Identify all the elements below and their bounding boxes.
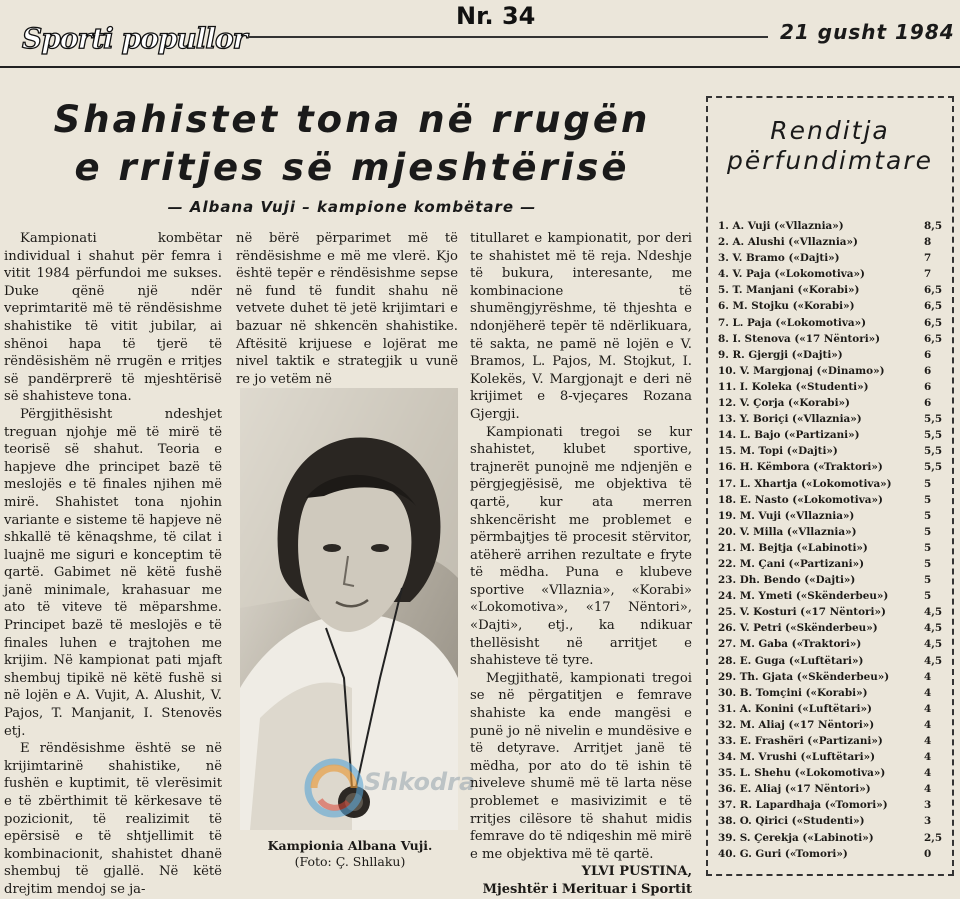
- player-points: 4: [924, 735, 932, 747]
- player-points: 4,5: [924, 638, 943, 651]
- standings-row: [718, 765, 946, 781]
- standings-box: [706, 96, 954, 876]
- player-points: 5: [924, 493, 932, 506]
- player-name: 21. M. Bejtja («Labinoti»): [718, 541, 868, 554]
- author-title: Mjeshtër i Merituar i Sportit: [482, 881, 692, 897]
- player-points: 6,5: [924, 284, 943, 297]
- standings-row: [718, 315, 946, 331]
- player-name: 30. B. Tomçini («Korabi»): [718, 686, 868, 699]
- standings-row: [718, 620, 946, 636]
- player-name: 33. E. Frashëri («Partizani»): [718, 735, 883, 747]
- article-subhead: — Albana Vuji – kampione kombëtare —: [167, 198, 537, 216]
- player-name: 2. A. Alushi («Vllaznia»): [718, 236, 858, 249]
- standings-row: [718, 749, 946, 765]
- standings-row: [718, 540, 946, 556]
- player-name: 23. Dh. Bendo («Dajti»): [718, 574, 856, 587]
- player-name: 28. E. Guga («Luftëtari»): [718, 654, 864, 667]
- standings-row: [718, 427, 946, 443]
- standings-row: [718, 669, 946, 685]
- standings-row: [718, 266, 946, 282]
- player-points: 7: [924, 252, 932, 265]
- player-points: 4,5: [924, 654, 943, 667]
- player-points: 6,5: [924, 300, 943, 313]
- player-points: 6,5: [924, 332, 943, 345]
- standings-row: [718, 685, 946, 701]
- player-name: 32. M. Aliaj («17 Nëntori»): [718, 718, 875, 731]
- player-name: 22. M. Çani («Partizani»): [718, 557, 864, 570]
- standings-row: [718, 717, 946, 733]
- player-points: 4: [924, 783, 932, 796]
- player-points: 5: [924, 477, 932, 490]
- standings-row: [718, 476, 946, 492]
- player-points: 5,5: [924, 429, 943, 442]
- caption-text: Kampionia Albana Vuji.: [267, 838, 433, 853]
- article-headline: Shahistet tona në rrugën e rritjes së mjeshtërisë: [53, 98, 651, 189]
- player-points: 5: [924, 525, 932, 538]
- standings-row: [718, 604, 946, 620]
- standings-row: [718, 379, 946, 395]
- player-name: 10. V. Margjonaj («Dinamo»): [718, 364, 885, 377]
- player-name: 39. S. Çerekja («Labinoti»): [718, 831, 874, 844]
- standings-title: [708, 116, 952, 176]
- watermark-text: Shkodra: [364, 768, 476, 796]
- issue-date: 21 gusht 1984: [780, 20, 955, 44]
- standings-row: [718, 234, 946, 250]
- player-name: 38. O. Qirici («Studenti»): [718, 815, 865, 828]
- photo-caption: [240, 838, 460, 870]
- standings-title-line1: Renditja: [770, 116, 890, 145]
- standings-row: [718, 218, 946, 234]
- player-points: 5: [924, 574, 932, 587]
- player-points: 6,5: [924, 316, 943, 329]
- standings-row: [718, 363, 946, 379]
- standings-row: [718, 395, 946, 411]
- masthead: [0, 0, 960, 66]
- player-points: 5: [924, 557, 932, 570]
- article-column-2: [236, 230, 458, 388]
- player-name: 13. Y. Boriçi («Vllaznia»): [718, 413, 862, 426]
- player-points: 5: [924, 541, 932, 554]
- paragraph: Përgjithësisht ndeshjet treguan njohje më të mirë të teorisë së shahut. Teoria e hapjeve dhe principet bazë të meslojës e të finales njihen më mirë. Shahistet tona njohin variante e sisteme të hapjeve në shkallë të kënaqshme, të cilat i luajnë me siguri e konceptim të qartë. Gabimet në këtë fushë janë minimale, krahasuar me ato të viteve të mëparshme. Principet bazë të meslojës e të finales luhen e trajtohen me krijim. Në kampionat pati mjaft shembuj tipikë në këtë fushë si në lojën e A. Vujit, A. Alushit, V. Pajos, T. Manjanit, I. Stenovës etj.: [4, 406, 222, 739]
- standings-row: [718, 813, 946, 829]
- player-points: 4,5: [924, 606, 943, 619]
- player-name: 3. V. Bramo («Dajti»): [718, 252, 840, 265]
- standings-row: [718, 636, 946, 652]
- standings-row: [718, 282, 946, 298]
- player-name: 35. L. Shehu («Lokomotiva»): [718, 767, 886, 780]
- standings-table: [718, 218, 946, 862]
- standings-row: [718, 331, 946, 347]
- player-name: 18. E. Nasto («Lokomotiva»): [718, 493, 883, 506]
- standings-row: [718, 781, 946, 797]
- standings-row: [718, 701, 946, 717]
- player-name: 25. V. Kosturi («17 Nëntori»): [718, 606, 886, 619]
- player-points: 5,5: [924, 445, 943, 458]
- standings-row: [718, 830, 946, 846]
- player-points: 0: [924, 847, 932, 860]
- player-name: 9. R. Gjergji («Dajti»): [718, 348, 843, 361]
- player-points: 3: [924, 815, 932, 828]
- paragraph: E rëndësishme është se në krijimtarinë shahistike, në fushën e kuptimit, të vlerësimit e të zbërthimit të kërkesave të pozicionit, të realizimit të epërsisë e të shtjellimit të kombinacionit, shahistet dhanë shembuj të gjallë. Në këtë drejtim mendoj se ja-: [4, 741, 222, 897]
- player-name: 27. M. Gaba («Traktori»): [718, 638, 862, 651]
- issue-number: Nr. 34: [456, 2, 536, 30]
- standings-row: [718, 508, 946, 524]
- standings-row: [718, 653, 946, 669]
- player-name: 37. R. Lapardhaja («Tomori»): [718, 799, 888, 812]
- player-name: 36. E. Aliaj («17 Nëntori»): [718, 783, 871, 796]
- masthead-rule: [248, 36, 768, 38]
- standings-row: [718, 459, 946, 475]
- player-points: 5,5: [924, 413, 943, 426]
- player-name: 7. L. Paja («Lokomotiva»): [718, 316, 867, 329]
- player-name: 20. V. Milla («Vllaznia»): [718, 525, 857, 538]
- player-name: 19. M. Vuji («Vllaznia»): [718, 509, 855, 522]
- paragraph: titullaret e kampionatit, por deri te shahistet më të reja. Ndeshje të bukura, interesante, me kombinacione të shumëngjyrëshme, të thjeshta e ndonjëherë tepër të ndërlikuara, të sakta, ne pamë në lojën e V. Bramos, L. Pajos, M. Stojkut, I. Kolekës, V. Margjonajt e deri në krijimet e 8-vjeçares Rozana Gjergji.: [470, 231, 692, 422]
- paragraph: Kampionati tregoi se kur shahistet, klubet sportive, trajnerët punojnë me ndjenjën e përgjegjësisë, me objektiva të qartë, kur ata merren shkencërisht me problemet e përmbajtjes të procesit stërvitor, atëherë arrihen rezultate e fryte të mëdha. Puna e klubeve sportive «Vllaznia», «Korabi» «Lokomotiva», «17 Nëntori», «Dajti», etj., ka ndikuar thellësisht në arritjet e shahisteve të tyre.: [470, 424, 692, 669]
- standings-row: [718, 524, 946, 540]
- player-name: 11. I. Koleka («Studenti»): [718, 380, 869, 393]
- player-points: 2,5: [924, 831, 943, 844]
- player-points: 7: [924, 268, 932, 281]
- player-points: 8,5: [924, 220, 943, 232]
- standings-row: [718, 556, 946, 572]
- player-name: 1. A. Vuji («Vllaznia»): [718, 220, 844, 232]
- standings-row: [718, 733, 946, 749]
- player-name: 16. H. Këmbora («Traktori»): [718, 461, 883, 474]
- player-points: 4: [924, 718, 932, 731]
- player-name: 14. L. Bajo («Partizani»): [718, 429, 860, 442]
- author-name: YLVI PUSTINA,: [581, 864, 692, 880]
- player-name: 24. M. Ymeti («Skënderbeu»): [718, 590, 889, 603]
- player-name: 4. V. Paja («Lokomotiva»): [718, 268, 865, 281]
- player-name: 6. M. Stojku («Korabi»): [718, 300, 855, 313]
- player-points: 6: [924, 397, 932, 410]
- player-points: 4: [924, 670, 932, 683]
- article-column-3: [470, 230, 692, 899]
- player-points: 4: [924, 702, 932, 715]
- standings-row: [718, 797, 946, 813]
- player-points: 8: [924, 236, 932, 249]
- standings-row: [718, 443, 946, 459]
- player-name: 8. I. Stenova («17 Nëntori»): [718, 332, 881, 345]
- player-name: 12. V. Çorja («Korabi»): [718, 397, 850, 410]
- standings-row: [718, 250, 946, 266]
- player-name: 31. A. Konini («Luftëtari»): [718, 702, 872, 715]
- standings-title-line2: përfundimtare: [727, 146, 933, 175]
- player-points: 5,5: [924, 461, 943, 474]
- player-points: 5: [924, 590, 932, 603]
- paragraph: në bërë përparimet më të rëndësishme e më me vlerë. Kjo është tepër e rëndësishme sepse në fund të fundit shahu në vetvete duhet të jetë krijimtari e bazuar në shkencën shahistike. Aftësitë krijuese e lojërat me nivel taktik e strategjik u vunë re jo vetëm në: [236, 231, 458, 387]
- player-name: 15. M. Topi («Dajti»): [718, 445, 838, 458]
- paragraph: Megjithatë, kampionati tregoi se në përgatitjen e femrave shahiste ka ende mangësi e punë jo në nivelin e mundësive e të detyrave. Arritjet janë të mëdha, por ato do të ishin të niveleve shumë më të larta nëse problemet e masivizimit e të rritjes cilësore të shahut midis femrave do të ndiqeshin më mirë e me objektiva më të qartë.: [470, 670, 692, 862]
- photo-credit: (Foto: Ç. Shllaku): [294, 854, 406, 869]
- masthead-divider: [0, 66, 960, 68]
- player-name: 40. G. Guri («Tomori»): [718, 847, 848, 860]
- player-name: 34. M. Vrushi («Luftëtari»): [718, 751, 876, 764]
- player-name: 29. Th. Gjata («Skënderbeu»): [718, 670, 890, 683]
- standings-row: [718, 411, 946, 427]
- standings-row: [718, 298, 946, 314]
- player-points: 4: [924, 751, 932, 764]
- paragraph: Kampionati kombëtar individual i shahut për femra i vitit 1984 përfundoi me sukses. Duke qënë një ndër veprimtaritë më të rëndësishme shahistike të vitit jubilar, ai shënoi hapa të tjerë të rëndësishëm në rrugën e rritjes së pandërprerë të mjeshtërisë së shahisteve tona.: [4, 231, 222, 405]
- player-points: 3: [924, 799, 932, 812]
- player-points: 6: [924, 380, 932, 393]
- player-points: 4,5: [924, 622, 943, 635]
- player-points: 6: [924, 364, 932, 377]
- player-points: 5: [924, 509, 932, 522]
- player-name: 5. T. Manjani («Korabi»): [718, 284, 860, 297]
- article-column-1: [4, 230, 222, 899]
- standings-row: [718, 588, 946, 604]
- newspaper-logo: Sporti popullor: [22, 22, 247, 55]
- player-points: 4: [924, 686, 932, 699]
- player-name: 17. L. Xhartja («Lokomotiva»): [718, 477, 892, 490]
- player-name: 26. V. Petri («Skënderbeu»): [718, 622, 878, 635]
- standings-row: [718, 492, 946, 508]
- player-points: 4: [924, 767, 932, 780]
- standings-row: [718, 347, 946, 363]
- standings-row: [718, 572, 946, 588]
- standings-row: [718, 846, 946, 862]
- player-points: 6: [924, 348, 932, 361]
